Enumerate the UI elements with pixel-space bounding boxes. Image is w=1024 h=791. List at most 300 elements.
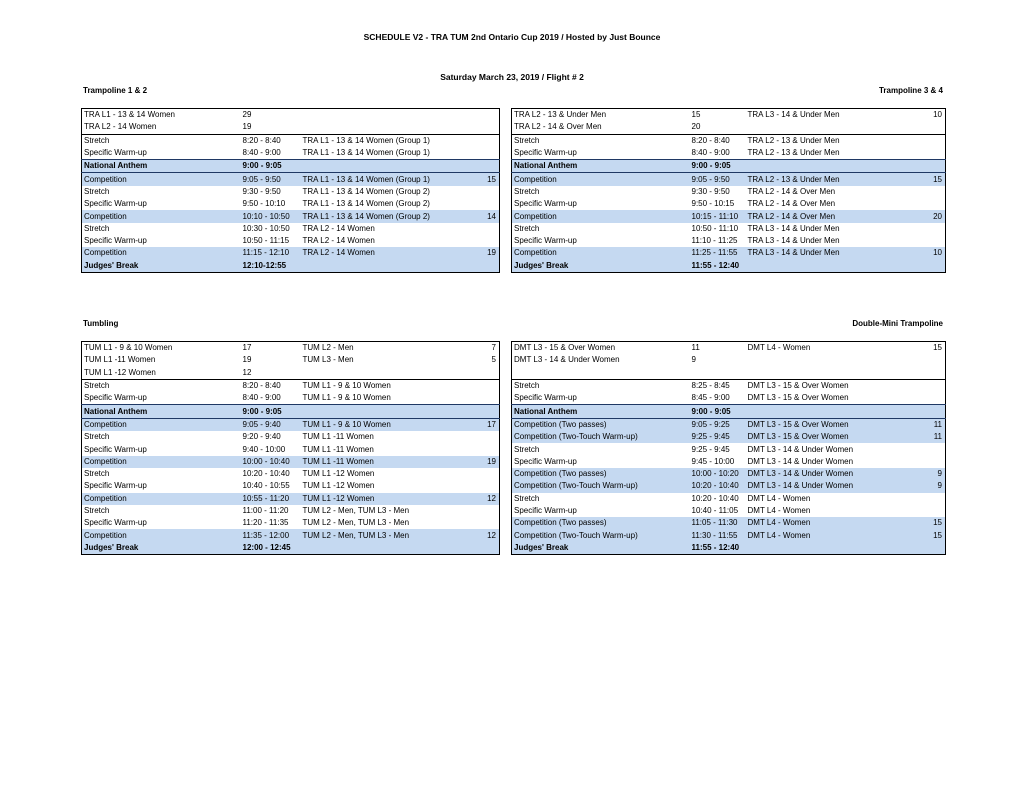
count-cell: 15 [921,517,946,529]
time-cell: 8:40 - 9:00 [242,148,281,158]
schedule-row [82,186,500,198]
count-cell [921,198,946,210]
activity-cell: DMT L3 - 14 & Under Women [514,355,620,365]
time-cell: 10:30 - 10:50 [242,223,290,233]
group-cell: TUM L2 - Men [302,343,354,353]
group-cell: TUM L1 -11 Women [302,432,374,442]
count-cell [476,431,500,443]
count-cell: 15 [476,173,500,186]
time-cell: 11:35 - 12:00 [241,529,301,541]
time-cell: 11:55 - 12:40 [690,542,746,555]
time-cell: 11:20 - 11:35 [242,518,289,528]
time-cell: 9:30 - 9:50 [691,186,730,196]
time-cell: 10:15 - 11:10 [690,210,746,222]
group-cell: DMT L3 - 15 & Over Women [747,393,849,403]
activity-cell: Specific Warm-up [84,393,147,403]
activity-cell: National Anthem [82,160,241,173]
time-cell: 9:05 - 9:50 [241,173,301,186]
time-cell: 17 [242,343,252,353]
group-cell: TRA L1 - 13 & 14 Women (Group 1) [301,173,476,186]
group-cell [301,160,476,173]
time-cell: 9:05 - 9:50 [690,173,746,186]
summary-row [82,121,500,134]
activity-cell: Stretch [84,186,110,196]
schedule-row [82,542,500,555]
count-cell: 17 [476,418,500,431]
document-title: SCHEDULE V2 - TRA TUM 2nd Ontario Cup 2019 / Hosted by Just Bounce [363,32,661,42]
time-cell: 9:00 - 9:05 [241,405,301,418]
schedule-row [512,160,946,173]
time-cell: 9:05 - 9:40 [241,418,301,431]
group-cell: TRA L2 - 13 & Under Men [746,173,921,186]
activity-cell: Stretch [84,223,110,233]
time-cell: 11:30 - 11:55 [690,529,746,541]
group-cell: TUM L1 - 9 & 10 Women [301,418,476,431]
activity-cell: Specific Warm-up [514,236,577,246]
count-cell: 9 [921,468,946,480]
activity-cell: Specific Warm-up [514,199,577,209]
activity-cell: TUM L1 -11 Women [84,355,156,365]
label-tumbling: Tumbling [83,319,119,328]
group-cell: TUM L1 -12 Women [301,493,476,505]
count-cell [921,392,946,405]
time-cell: 8:20 - 8:40 [241,379,301,392]
count-cell [476,505,500,517]
time-cell: 12:00 - 12:45 [241,542,301,555]
count-cell [921,223,946,235]
time-cell: 19 [242,355,252,365]
schedule-row [512,493,946,505]
schedule-row [82,235,500,247]
count-cell: 11 [921,418,946,431]
count-cell [476,121,500,134]
activity-cell: Specific Warm-up [84,199,147,209]
time-cell: 9:25 - 9:45 [690,431,746,443]
activity-cell: Competition [512,173,690,186]
time-cell: 9:20 - 9:40 [242,432,281,442]
time-cell: 8:40 - 9:00 [242,393,281,403]
count-cell [476,405,500,418]
schedule-row [512,260,946,273]
count-cell [476,223,500,235]
group-cell: TUM L2 - Men, TUM L3 - Men [301,529,476,541]
group-cell: DMT L4 - Women [746,529,921,541]
activity-cell: Competition (Two passes) [512,468,690,480]
count-cell: 12 [476,493,500,505]
time-cell: 19 [242,122,252,132]
schedule-row [82,247,500,259]
summary-row [512,367,946,380]
summary-row [512,342,946,355]
schedule-row [512,480,946,492]
schedule-row [512,468,946,480]
group-cell: TRA L1 - 13 & 14 Women (Group 2) [302,186,430,196]
schedule-row [512,198,946,210]
group-cell: TRA L1 - 13 & 14 Women (Group 1) [302,148,430,158]
schedule-row [82,210,500,222]
schedule-row [82,456,500,468]
activity-cell: Stretch [512,379,690,392]
time-cell: 10:40 - 11:05 [691,506,739,515]
time-cell: 11:15 - 12:10 [241,247,301,259]
activity-cell: Competition [82,529,241,541]
time-cell: 10:40 - 10:55 [242,481,290,491]
time-cell: 9:40 - 10:00 [242,444,286,454]
schedule-row [82,418,500,431]
schedule-row [82,493,500,505]
schedule-row [82,443,500,455]
schedule-row [82,147,500,160]
count-cell [921,147,946,160]
group-cell: DMT L3 - 14 & Under Women [746,468,921,480]
count-cell [476,480,500,492]
count-cell [476,134,500,147]
activity-cell: TRA L2 - 14 & Over Men [514,122,602,132]
flight-date: Saturday March 23, 2019 / Flight # 2 [440,72,584,82]
count-cell [921,542,946,555]
table-trampoline-3-4 [511,108,946,273]
time-cell: 12 [242,367,252,377]
summary-row [82,109,500,122]
schedule-row [512,431,946,443]
group-cell: TUM L2 - Men, TUM L3 - Men [302,518,410,528]
schedule-row [512,147,946,160]
time-cell: 10:20 - 10:40 [242,469,290,479]
group-cell: TRA L1 - 13 & 14 Women (Group 1) [301,134,476,147]
activity-cell: TRA L2 - 14 Women [84,122,157,132]
time-cell: 11:55 - 12:40 [690,260,746,273]
schedule-row [512,235,946,247]
schedule-row [512,517,946,529]
group-cell [746,542,921,555]
count-cell: 5 [491,355,496,365]
activity-cell: Competition [82,493,241,505]
time-cell: 10:20 - 10:40 [690,480,746,492]
count-cell: 19 [476,247,500,259]
time-cell: 11 [691,343,700,353]
count-cell: 20 [921,210,946,222]
activity-cell [512,367,690,380]
schedule-row [512,247,946,259]
count-cell: 15 [933,343,942,353]
time-cell: 9:00 - 9:05 [690,405,746,418]
time-cell: 9:30 - 9:50 [242,186,281,196]
activity-cell: Specific Warm-up [514,456,577,466]
time-cell: 10:20 - 10:40 [691,493,739,503]
group-cell [746,160,921,173]
group-cell: DMT L3 - 14 & Under Women [747,456,854,466]
schedule-row [82,405,500,418]
time-cell: 12:10-12:55 [241,260,301,273]
count-cell [921,379,946,392]
group-cell: TRA L3 - 14 & Under Men [747,236,840,246]
activity-cell: Stretch [514,223,540,233]
group-cell: DMT L4 - Women [747,493,811,503]
activity-cell: DMT L3 - 15 & Over Women [514,343,616,353]
summary-row [512,109,946,122]
activity-cell: Competition [82,173,241,186]
count-cell [921,456,946,468]
group-cell: TRA L2 - 14 Women [302,236,375,246]
time-cell: 8:45 - 9:00 [691,393,730,403]
count-cell [921,134,946,147]
activity-cell: Stretch [512,134,690,147]
time-cell: 9:45 - 10:00 [691,456,735,466]
count-cell [476,260,500,273]
count-cell [476,160,500,173]
time-cell: 10:55 - 11:20 [241,493,301,505]
schedule-row [82,198,500,210]
table-trampoline-1-2 [81,108,500,273]
count-cell [476,443,500,455]
schedule-row [512,443,946,455]
summary-row [82,354,500,366]
activity-cell: Competition (Two-Touch Warm-up) [512,529,690,541]
group-cell: TUM L1 -11 Women [301,456,476,468]
schedule-row [82,392,500,405]
group-cell: TRA L3 - 14 & Under Men [746,247,921,259]
group-cell: TRA L1 - 13 & 14 Women (Group 2) [301,210,476,222]
count-cell: 11 [921,431,946,443]
time-cell: 8:25 - 8:45 [690,379,746,392]
activity-cell: Judges' Break [512,542,690,555]
schedule-row [82,431,500,443]
count-cell [921,405,946,418]
count-cell: 9 [921,480,946,492]
group-cell: TRA L3 - 14 & Under Men [747,110,840,120]
time-cell: 11:10 - 11:25 [691,236,738,246]
schedule-row [82,134,500,147]
schedule-row [512,405,946,418]
activity-cell: National Anthem [512,405,690,418]
activity-cell: Stretch [514,493,540,503]
schedule-row [512,173,946,186]
count-cell [921,493,946,505]
activity-cell: TUM L1 -12 Women [84,367,156,377]
group-cell [746,354,921,366]
count-cell: 12 [476,529,500,541]
activity-cell: Specific Warm-up [84,236,147,246]
activity-cell: Specific Warm-up [84,148,147,158]
activity-cell: National Anthem [82,405,241,418]
group-cell: DMT L3 - 14 & Under Women [747,444,854,454]
group-cell [301,367,476,380]
count-cell [921,235,946,247]
activity-cell: Stretch [84,506,110,515]
group-cell: DMT L3 - 15 & Over Women [746,379,921,392]
group-cell: TUM L3 - Men [302,355,354,365]
group-cell: TRA L2 - 14 Women [301,247,476,259]
group-cell: DMT L4 - Women [747,506,811,515]
schedule-row [82,468,500,480]
count-cell [476,392,500,405]
activity-cell: Competition [82,247,241,259]
activity-cell: Judges' Break [512,260,690,273]
summary-row [512,354,946,366]
activity-cell: Specific Warm-up [514,148,577,158]
count-cell [476,109,500,122]
count-cell [476,379,500,392]
group-cell: TUM L2 - Men, TUM L3 - Men [302,506,410,515]
activity-cell: Competition (Two passes) [512,517,690,529]
count-cell: 10 [921,247,946,259]
activity-cell: Specific Warm-up [514,393,577,403]
activity-cell: Stretch [514,186,540,196]
schedule-row [82,505,500,517]
schedule-row [512,505,946,517]
activity-cell: Judges' Break [82,260,241,273]
time-cell: 11:25 - 11:55 [690,247,746,259]
count-cell [476,517,500,529]
count-cell [921,505,946,517]
time-cell: 10:00 - 10:40 [241,456,301,468]
group-cell: DMT L4 - Women [746,517,921,529]
time-cell [690,367,746,380]
count-cell [921,354,946,366]
time-cell: 8:20 - 8:40 [690,134,746,147]
count-cell [476,468,500,480]
schedule-row [82,529,500,541]
activity-cell: Stretch [84,432,110,442]
group-cell: TUM L1 - 9 & 10 Women [301,379,476,392]
group-cell [301,121,476,134]
schedule-row [512,542,946,555]
time-cell: 9:00 - 9:05 [241,160,301,173]
group-cell: TRA L2 - 14 & Over Men [747,199,836,209]
group-cell [746,405,921,418]
group-cell: DMT L4 - Women [747,343,811,353]
group-cell: TRA L2 - 13 & Under Men [746,134,921,147]
activity-cell: Stretch [82,134,241,147]
group-cell [746,121,921,134]
schedule-row [82,480,500,492]
count-cell: 7 [491,343,496,353]
time-cell: 9 [691,355,696,365]
schedule-row [512,186,946,198]
time-cell: 9:05 - 9:25 [690,418,746,431]
schedule-row [512,223,946,235]
activity-cell: Competition [82,210,241,222]
group-cell [746,367,921,380]
activity-cell: Specific Warm-up [84,444,147,454]
time-cell: 11:05 - 11:30 [690,517,746,529]
count-cell [921,186,946,198]
count-cell [921,260,946,273]
group-cell [301,260,476,273]
schedule-row [82,260,500,273]
group-cell: TRA L2 - 14 & Over Men [747,186,836,196]
activity-cell: Stretch [82,379,241,392]
group-cell: TRA L3 - 14 & Under Men [747,223,840,233]
group-cell [301,109,476,122]
time-cell: 10:50 - 11:15 [242,236,290,246]
activity-cell: Competition [512,247,690,259]
group-cell: TRA L2 - 13 & Under Men [747,148,840,158]
count-cell: 14 [476,210,500,222]
activity-cell: Specific Warm-up [84,518,147,528]
group-cell: TUM L1 -11 Women [302,444,374,454]
schedule-row [512,210,946,222]
count-cell [921,121,946,134]
group-cell: TUM L1 -12 Women [302,469,375,479]
time-cell: 10:00 - 10:20 [690,468,746,480]
time-cell: 8:20 - 8:40 [241,134,301,147]
schedule-row [82,173,500,186]
label-trampoline-3-4: Trampoline 3 & 4 [878,86,943,95]
activity-cell: Stretch [84,469,110,479]
activity-cell: Competition [82,456,241,468]
count-cell [921,367,946,380]
activity-cell: Competition (Two passes) [512,418,690,431]
schedule-row [512,392,946,405]
label-dmt: Double-Mini Trampoline [852,319,943,328]
time-cell: 20 [691,122,701,132]
time-cell: 29 [242,110,252,120]
summary-row [512,121,946,134]
activity-cell: Competition [512,210,690,222]
schedule-row [512,529,946,541]
activity-cell: Stretch [514,444,540,454]
time-cell: 9:50 - 10:15 [691,199,735,209]
count-cell: 15 [921,173,946,186]
count-cell: 15 [921,529,946,541]
schedule-row [512,456,946,468]
activity-cell: Judges' Break [82,542,241,555]
time-cell: 9:00 - 9:05 [690,160,746,173]
schedule-row [512,134,946,147]
count-cell [476,198,500,210]
schedule-row [82,160,500,173]
activity-cell: Specific Warm-up [84,481,147,491]
time-cell: 8:40 - 9:00 [691,148,730,158]
time-cell: 11:00 - 11:20 [242,506,289,515]
time-cell: 10:50 - 11:10 [691,223,739,233]
group-cell [301,405,476,418]
count-cell [921,443,946,455]
group-cell: DMT L3 - 15 & Over Women [746,431,921,443]
count-cell [921,160,946,173]
summary-row [82,367,500,380]
table-double-mini-trampoline [511,341,946,555]
count-cell [476,147,500,160]
group-cell: DMT L3 - 14 & Under Women [746,480,921,492]
count-cell [476,367,500,380]
count-cell [476,235,500,247]
group-cell: DMT L3 - 15 & Over Women [746,418,921,431]
activity-cell: TRA L1 - 13 & 14 Women [84,110,176,120]
count-cell [476,186,500,198]
time-cell: 9:50 - 10:10 [242,199,286,209]
group-cell: TRA L1 - 13 & 14 Women (Group 2) [302,199,430,209]
group-cell [746,260,921,273]
time-cell: 10:10 - 10:50 [241,210,301,222]
table-tumbling [81,341,500,555]
group-cell: TRA L2 - 14 & Over Men [746,210,921,222]
schedule-row [82,223,500,235]
count-cell: 10 [933,110,942,120]
summary-row [82,342,500,355]
schedule-row [512,379,946,392]
group-cell [301,542,476,555]
schedule-row [82,517,500,529]
time-cell: 9:25 - 9:45 [691,444,730,454]
activity-cell: Competition [82,418,241,431]
schedule-row [82,379,500,392]
activity-cell: Specific Warm-up [514,506,577,515]
label-trampoline-1-2: Trampoline 1 & 2 [83,86,148,95]
activity-cell: TUM L1 - 9 & 10 Women [84,343,173,353]
activity-cell: Competition (Two-Touch Warm-up) [512,431,690,443]
